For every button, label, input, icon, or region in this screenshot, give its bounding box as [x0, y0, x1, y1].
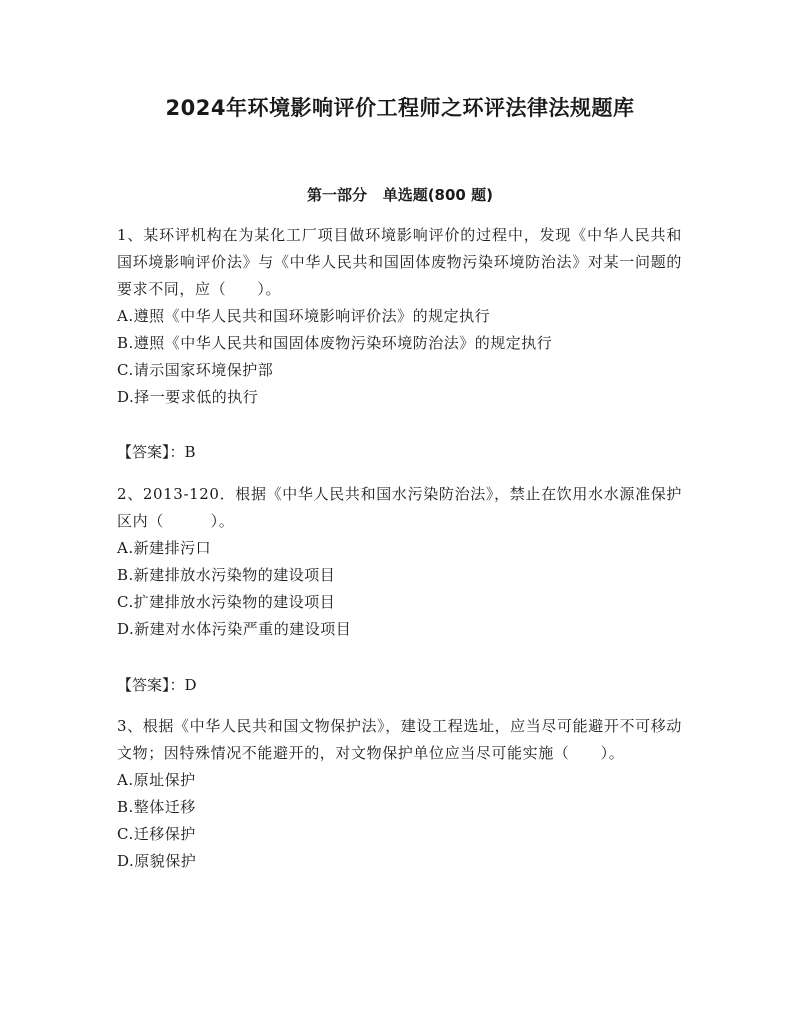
answer-value: B [184, 443, 196, 461]
option-a: A.新建排污口 [117, 539, 212, 557]
option-c: C.迁移保护 [117, 825, 196, 843]
question-1 [117, 222, 682, 411]
option-a: A.遵照《中华人民共和国环境影响评价法》的规定执行 [117, 307, 491, 325]
document-title: 2024年环境影响评价工程师之环评法律法规题库 [165, 96, 635, 120]
answer-1 [117, 439, 196, 466]
section-title: 第一部分 单选题(800 题) [307, 186, 493, 204]
option-a: A.原址保护 [117, 771, 196, 789]
question-stem: 1、某环评机构在为某化工厂项目做环境影响评价的过程中，发现《中华人民共和国环境影响评价法》与《中华人民共和国固体废物污染环境防治法》对某一问题的要求不同，应（ ）。 [117, 226, 682, 298]
option-d: D.择一要求低的执行 [117, 388, 259, 406]
answer-value: D [184, 676, 197, 694]
question-2 [117, 481, 682, 643]
question-3 [117, 713, 682, 875]
option-c: C.扩建排放水污染物的建设项目 [117, 593, 336, 611]
option-b: B.整体迁移 [117, 798, 196, 816]
option-b: B.新建排放水污染物的建设项目 [117, 566, 336, 584]
answer-label: 【答案】： [117, 676, 185, 694]
question-stem: 3、根据《中华人民共和国文物保护法》，建设工程选址，应当尽可能避开不可移动文物；因特殊情况不能避开的，对文物保护单位应当尽可能实施（ ）。 [117, 717, 682, 762]
answer-2 [117, 672, 197, 699]
option-d: D.新建对水体污染严重的建设项目 [117, 620, 352, 638]
answer-label: 【答案】： [117, 443, 185, 461]
question-stem: 2、2013-120．根据《中华人民共和国水污染防治法》，禁止在饮用水水源准保护区内（ ）。 [117, 485, 682, 530]
option-d: D.原貌保护 [117, 852, 197, 870]
option-c: C.请示国家环境保护部 [117, 361, 274, 379]
option-b: B.遵照《中华人民共和国固体废物污染环境防治法》的规定执行 [117, 334, 553, 352]
